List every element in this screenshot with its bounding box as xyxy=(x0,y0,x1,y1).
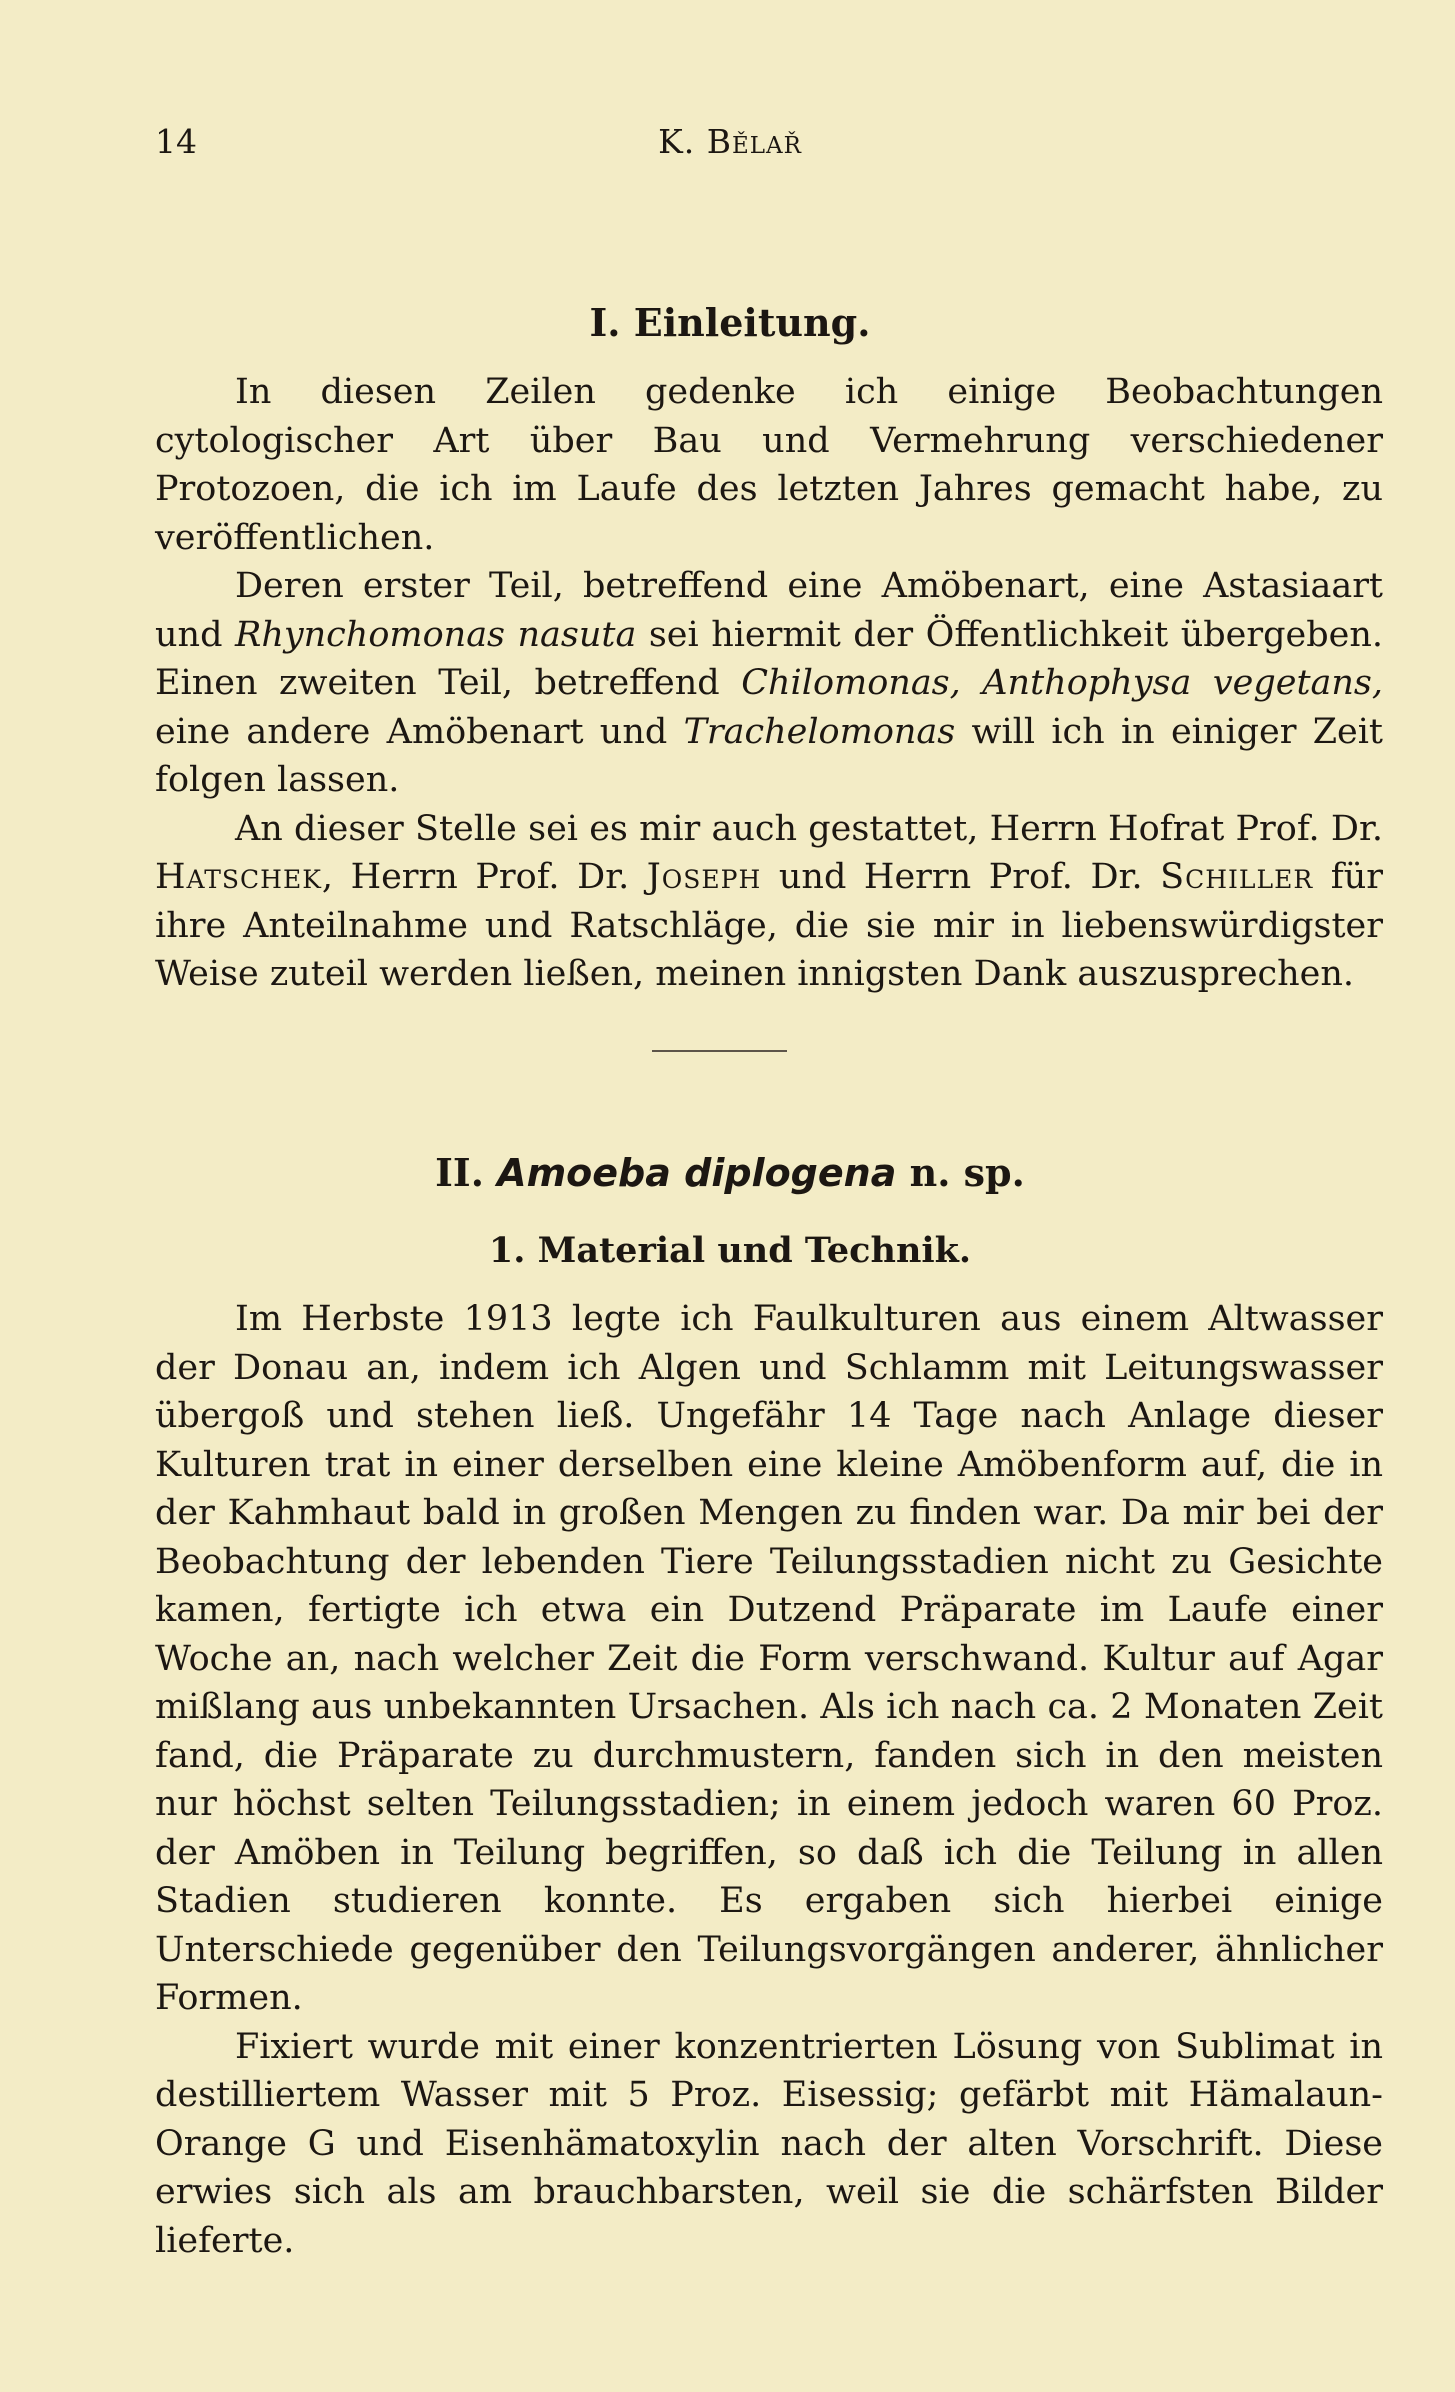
species-name: Trachelomonas xyxy=(683,711,956,752)
person-name: Hatschek xyxy=(155,857,322,897)
paragraph xyxy=(155,562,1383,805)
text-run: will ich in einiger Zeit folgen lassen. xyxy=(155,711,1383,800)
text-run: eine andere Amöbenart und xyxy=(155,711,684,752)
section-heading-amoeba xyxy=(155,1150,1305,1195)
heading-suffix: n. sp. xyxy=(909,1150,1025,1195)
text-run: für ihre Anteilnahme und Ratschläge, die sie mir in liebenswürdigster Weise zuteil werden ließen, meinen innigsten Dank auszusprechen. xyxy=(155,857,1383,994)
running-head-author: K. Bělař xyxy=(658,122,802,161)
running-header xyxy=(155,122,1305,172)
section-heading-einleitung: I. Einleitung. xyxy=(589,300,871,345)
paragraph: In diesen Zeilen gedenke ich einige Beobachtungen cytologischer Art über Bau und Vermehrung verschiedener Protozoen, die ich im Laufe des letzten Jahres gemacht habe, zu veröffentlichen. xyxy=(155,372,1383,558)
heading-number: II. xyxy=(435,1150,484,1195)
species-name: Rhynchomonas nasuta xyxy=(234,614,637,655)
paragraph xyxy=(155,805,1383,999)
page-number: 14 xyxy=(155,122,197,161)
heading-species: Amoeba diplogena xyxy=(497,1151,897,1195)
person-name: Schiller xyxy=(1160,857,1314,897)
text-run: und Herrn Prof. Dr. xyxy=(761,857,1161,897)
species-name: Chilomonas, Anthophysa vegetans, xyxy=(741,663,1384,703)
person-name: Joseph xyxy=(646,857,762,897)
text-run: An dieser Stelle sei es mir auch gestattet, Herrn Hofrat Prof. Dr. xyxy=(235,808,1383,849)
section-body-material xyxy=(155,1295,1383,2265)
paragraph: Im Herbste 1913 legte ich Faulkulturen aus einem Altwasser der Donau an, indem ich Algen und Schlamm mit Leitungswasser übergoß und stehen ließ. Ungefähr 14 Tage nach Anlage dieser Kulturen trat in einer derselben eine kleine Amöbenform auf, die in der Kahmhaut bald in großen Mengen zu finden war. Da mir bei der Beobachtung der lebenden Tiere Teilungsstadien nicht zu Gesichte kamen, fertigte ich etwa ein Dutzend Präparate im Laufe einer Woche an, nach welcher Zeit die Form verschwand. Kultur auf Agar mißlang aus unbekannten Ursachen. Als ich nach ca. 2 Monaten Zeit fand, die Präparate zu durchmustern, fanden sich in den meisten nur höchst selten Teilungsstadien; in einem jedoch waren 60 Proz. der Amöben in Teilung begriffen, so daß ich die Teilung in allen Stadien studieren konnte. Es ergaben sich hierbei einige Unterschiede gegenüber den Teilungsvorgängen anderer, ähnlicher Formen. xyxy=(155,1299,1383,2018)
text-run: sei hiermit der Öffentlichkeit übergeben. Einen zweiten Teil, betreffend xyxy=(155,614,1383,703)
text-run: Deren erster Teil, betreffend eine Amöbenart, eine Astasiaart und xyxy=(155,566,1383,655)
paragraph: Fixiert wurde mit einer konzentrierten Lösung von Sublimat in destilliertem Wasser mit 5 Proz. Eisessig; gefärbt mit Hämalaun-Orange G und Eisenhämatoxylin nach der alten Vorschrift. Diese erwies sich als am brauchbarsten, weil sie die schärfsten Bilder lieferte. xyxy=(155,2026,1383,2261)
section-divider xyxy=(652,1050,787,1052)
section-body-einleitung xyxy=(155,368,1383,999)
subsection-heading: 1. Material und Technik. xyxy=(488,1230,972,1271)
text-run: , Herrn Prof. Dr. xyxy=(321,857,647,897)
